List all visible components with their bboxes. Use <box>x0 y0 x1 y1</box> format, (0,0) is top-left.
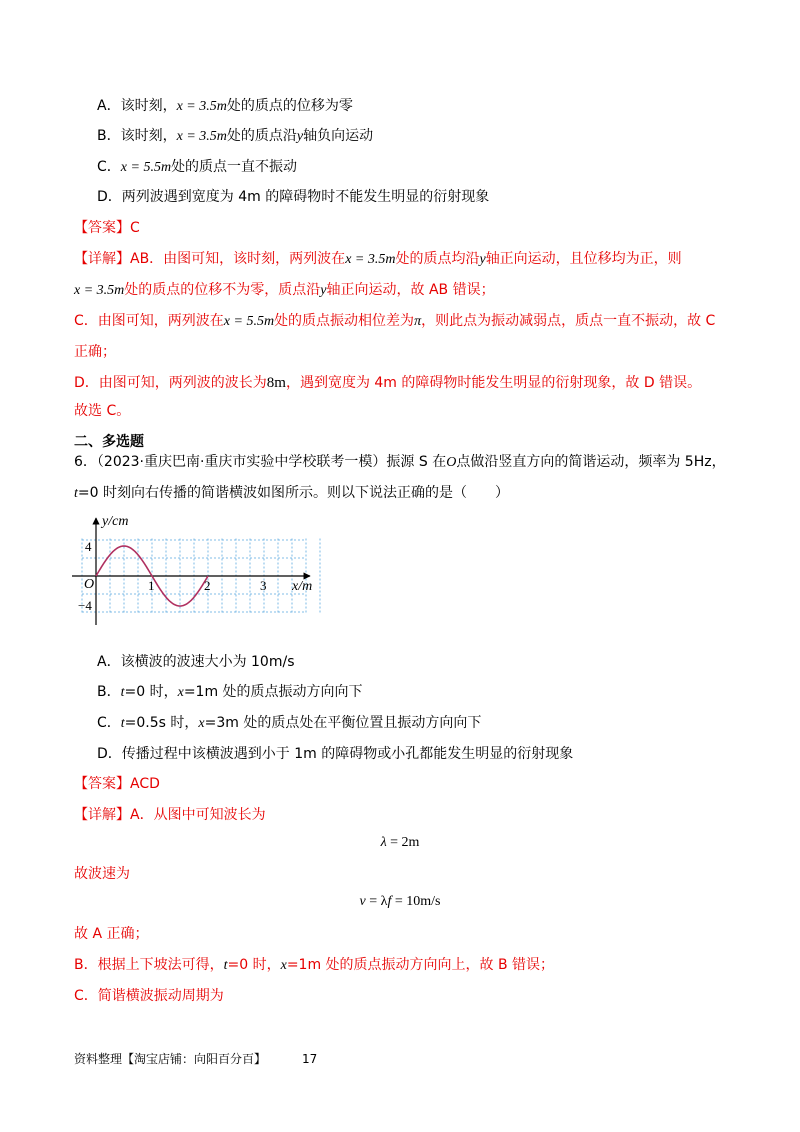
equation-wavelength: λ = 2m <box>380 835 420 850</box>
equation-wave-speed: v = λf = 10m/s <box>359 894 441 909</box>
x-tick-label: 2 <box>204 578 211 593</box>
q5-explanation-line-3: C．由图可知，两列波在x = 5.5m处的质点振动相位差为π，则此点为振动减弱点，质点一直不振动，故 C <box>74 313 716 329</box>
q5-explanation-line-4: 正确； <box>74 344 116 360</box>
x-tick-label: 1 <box>148 578 155 593</box>
q5-explanation-line-2: x = 3.5m处的质点的位移不为零，质点沿y轴正向运动，故 AB 错误； <box>74 282 495 298</box>
page-number: 17 <box>302 1052 318 1066</box>
section-title: 二、多选题 <box>74 434 144 450</box>
x-axis-label: x/m <box>292 579 313 594</box>
q5-conclusion: 故选 C。 <box>74 403 131 419</box>
wave-graph <box>64 510 324 630</box>
q6-explanation-line-3: 故 A 正确； <box>74 926 149 942</box>
q6-explanation-line-5: C．简谐横波振动周期为 <box>74 988 224 1004</box>
footer-source: 资料整理【淘宝店铺：向阳百分百】 <box>74 1052 267 1066</box>
q6-option-d: D．传播过程中该横波遇到小于 1m 的障碍物或小孔都能发生明显的衍射现象 <box>97 746 574 762</box>
q6-option-b: B．t=0 时，x=1m 处的质点振动方向向下 <box>97 684 363 700</box>
q6-answer: 【答案】ACD <box>74 776 160 792</box>
q5-option-a: A．该时刻，x = 3.5m处的质点的位移为零 <box>97 98 353 114</box>
q5-explanation-line-5: D．由图可知，两列波的波长为8m，遇到宽度为 4m 的障碍物时能发生明显的衍射现象，故 D 错误。 <box>74 375 702 391</box>
x-tick-label: 3 <box>260 578 267 593</box>
origin-label: O <box>84 577 95 592</box>
q6-option-a: A．该横波的波速大小为 10m/s <box>97 654 295 670</box>
q5-option-c: C．x = 5.5m处的质点一直不振动 <box>97 159 298 175</box>
y-tick-4: 4 <box>85 539 92 554</box>
q5-option-d: D．两列波遇到宽度为 4m 的障碍物时不能发生明显的衍射现象 <box>97 189 490 205</box>
q6-option-c: C．t=0.5s 时，x=3m 处的质点处在平衡位置且振动方向向下 <box>97 715 482 731</box>
q5-answer: 【答案】C <box>74 220 140 236</box>
q6-explanation-line-4: B．根据上下坡法可得，t=0 时，x=1m 处的质点振动方向向上，故 B 错误； <box>74 957 555 973</box>
q6-explanation-line-1: 【详解】A．从图中可知波长为 <box>74 807 266 823</box>
q5-explanation-line-1: 【详解】AB．由图可知，该时刻，两列波在x = 3.5m处的质点均沿y轴正向运动，且位移均为正，则 <box>74 251 682 267</box>
y-tick-neg4: −4 <box>78 598 92 613</box>
q6-explanation-line-2: 故波速为 <box>74 866 130 882</box>
q6-stem-line-2: t=0 时刻向右传播的简谐横波如图所示。则以下说法正确的是（ ） <box>74 485 509 501</box>
q6-stem-line-1: 6．（2023·重庆巴南·重庆市实验中学校联考一模）振源 S 在O点做沿竖直方向的简谐运动，频率为 5Hz， <box>74 454 726 470</box>
q5-option-b: B．该时刻，x = 3.5m处的质点沿y轴负向运动 <box>97 128 374 144</box>
y-axis-label: y/cm <box>102 514 129 529</box>
